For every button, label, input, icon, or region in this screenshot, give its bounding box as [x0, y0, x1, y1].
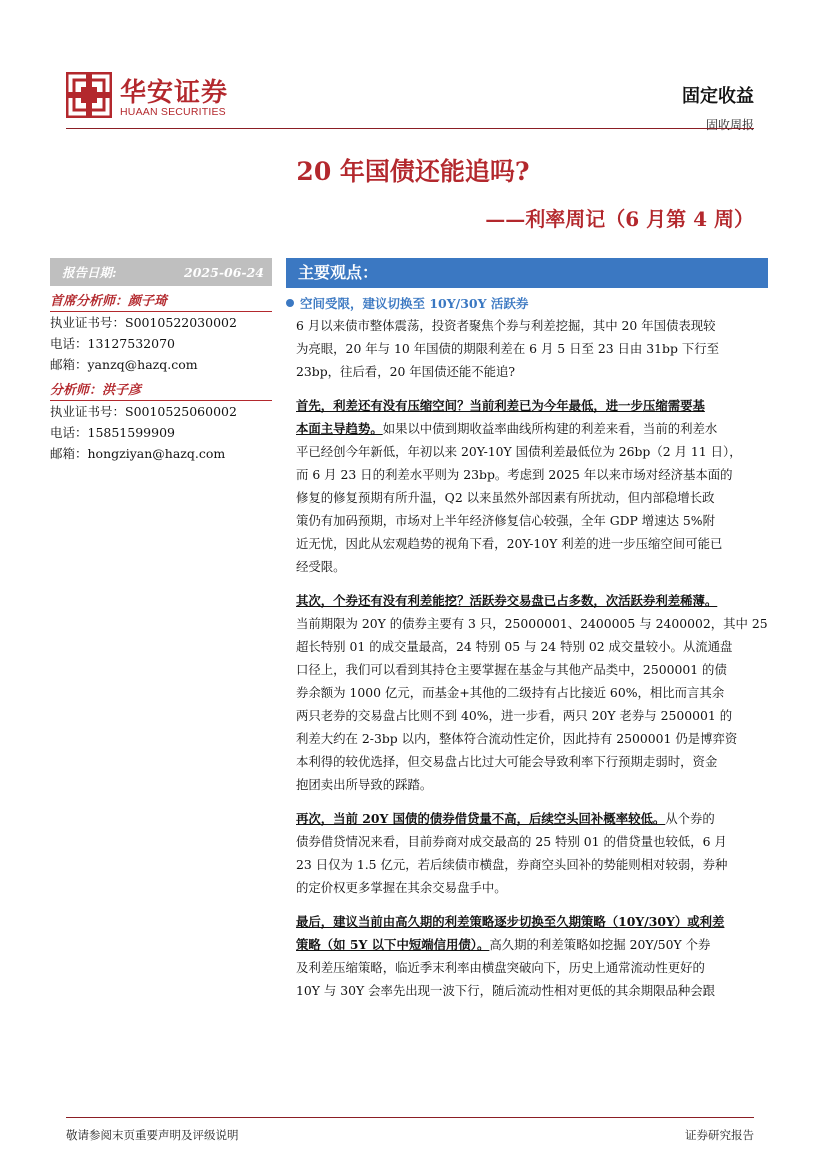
analyst-role: 分析师：洪子彦 — [50, 375, 272, 401]
paragraph — [296, 910, 768, 1002]
text-line — [296, 807, 768, 830]
emphasis-text: 最后，建议当前由高久期的利差策略逐步切换至久期策略（10Y/30Y）或利差 — [296, 914, 725, 929]
text-line — [296, 910, 768, 933]
text-line — [296, 635, 768, 658]
left-sidebar — [50, 258, 272, 464]
analyst-email: 邮箱：hongziyan@hazq.com — [50, 446, 226, 461]
key-point-text: 空间受限，建议切换至 10Y/30Y 活跃券 — [300, 296, 529, 311]
paragraph — [296, 394, 768, 578]
body-text: 如果以中债到期收益率曲线所构建的利差来看，当前的利差水 — [382, 421, 718, 436]
text-line — [296, 876, 768, 899]
body-text: 近无忧，因此从宏观趋势的视角下看，20Y-10Y 利差的进一步压缩空间可能已 — [296, 536, 723, 551]
analyst-email: 邮箱：yanzq@hazq.com — [50, 357, 198, 372]
section-title: 主要观点： — [286, 258, 768, 288]
report-date-label: 报告日期: — [62, 265, 117, 280]
huaan-logo-icon — [66, 72, 112, 118]
text-line — [296, 750, 768, 773]
text-line — [296, 417, 768, 440]
text-line — [296, 727, 768, 750]
body-text: 经受限。 — [296, 559, 346, 574]
emphasis-text: 其次，个券还有没有利差能挖？活跃券交易盘已占多数，次活跃券利差稀薄。 — [296, 593, 718, 608]
main-content — [286, 258, 768, 1002]
text-line — [296, 704, 768, 727]
emphasis-text: 再次，当前 20Y 国债的债券借贷量不高，后续空头回补概率较低。 — [296, 811, 666, 826]
text-line — [296, 440, 768, 463]
paragraph — [296, 314, 768, 383]
body-text: 高久期的利差策略如挖掘 20Y/50Y 个券 — [489, 937, 711, 952]
text-line — [296, 956, 768, 979]
text-line — [296, 612, 768, 635]
text-line — [296, 394, 768, 417]
body-text: 券余额为 1000 亿元，而基金+其他的二级持有占比接近 60%，相比而言其余 — [296, 685, 725, 700]
body-text: 平已经创今年新低，年初以来 20Y-10Y 国债利差最低位为 26bp（2 月 11 日）， — [296, 444, 742, 459]
text-line — [296, 853, 768, 876]
text-line — [296, 532, 768, 555]
bullet-dot-icon — [286, 299, 294, 307]
paragraph — [296, 807, 768, 899]
body-text: 从个券的 — [665, 811, 715, 826]
body-text: 策仍有加码预期，市场对上半年经济修复信心较强，全年 GDP 增速达 5%附 — [296, 513, 715, 528]
text-line — [296, 486, 768, 509]
analyst-cert: 执业证书号：S0010525060002 — [50, 404, 237, 419]
text-line — [296, 314, 768, 337]
emphasis-text: 本面主导趋势。 — [296, 421, 383, 436]
body-text: 抱团卖出所导致的踩踏。 — [296, 777, 433, 792]
text-line — [296, 830, 768, 853]
body-text: 修复的修复预期有所升温，Q2 以来虽然外部因素有所扰动，但内部稳增长政 — [296, 490, 715, 505]
text-line — [296, 463, 768, 486]
text-line — [296, 658, 768, 681]
text-line — [296, 773, 768, 796]
footer-report-type: 证券研究报告 — [685, 1128, 754, 1142]
text-line — [296, 555, 768, 578]
body-text: 的定价权更多掌握在其余交易盘手中。 — [296, 880, 507, 895]
text-line — [296, 509, 768, 532]
body-text: 两只老券的交易盘占比则不到 40%，进一步看，两只 20Y 老券与 2500001 的 — [296, 708, 733, 723]
body-text: 口径上，我们可以看到其持仓主要掌握在基金与其他产品类中，2500001 的债 — [296, 662, 727, 677]
body-text: 而 6 月 23 日的利差水平则为 23bp。考虑到 2025 年以来市场对经济基本面的 — [296, 467, 733, 482]
analyst-phone: 电话：13127532070 — [50, 336, 175, 351]
text-line — [296, 337, 768, 360]
header-divider — [66, 128, 754, 129]
analyst-block — [50, 286, 272, 375]
body-text: 债券借贷情况来看，目前券商对成交最高的 25 特别 01 的借贷量也较低，6 月 — [296, 834, 727, 849]
text-line — [296, 589, 768, 612]
report-category-block — [682, 82, 754, 133]
text-line — [296, 360, 768, 383]
analyst-phone: 电话：15851599909 — [50, 425, 175, 440]
logo-english-name: HUAAN SECURITIES — [120, 106, 226, 118]
report-date-bar — [50, 258, 272, 286]
analyst-block — [50, 375, 272, 464]
logo-chinese-name: 华安证券 — [120, 78, 229, 108]
footer-divider — [66, 1117, 754, 1118]
key-point-heading — [286, 294, 768, 314]
report-title: 20 年国债还能追吗? — [296, 157, 530, 186]
company-logo — [66, 72, 252, 122]
body-text: 超长特别 01 的成交量最高，24 特别 05 与 24 特别 02 成交量较小。从流通盘 — [296, 639, 733, 654]
body-text: 23 日仅为 1.5 亿元，若后续债市横盘，券商空头回补的势能则相对较弱，券种 — [296, 857, 728, 872]
body-text: 及利差压缩策略，临近季末利率由横盘突破向下，历史上通常流动性更好的 — [296, 960, 705, 975]
body-text: 利差大约在 2-3bp 以内，整体符合流动性定价，因此持有 2500001 仍是博弈资 — [296, 731, 738, 746]
analyst-role: 首席分析师：颜子琦 — [50, 286, 272, 312]
emphasis-text: 首先，利差还有没有压缩空间？当前利差已为今年最低，进一步压缩需要基 — [296, 398, 705, 413]
text-line — [296, 979, 768, 1002]
paragraph-list — [286, 314, 768, 1002]
analyst-cert: 执业证书号：S0010522030002 — [50, 315, 237, 330]
footer-disclaimer: 敬请参阅末页重要声明及评级说明 — [66, 1128, 239, 1142]
body-text: 本利得的较优选择，但交易盘占比过大可能会导致利率下行预期走弱时，资金 — [296, 754, 718, 769]
text-line — [296, 933, 768, 956]
report-category: 固定收益 — [682, 86, 754, 107]
report-subtitle: ——利率周记（6 月第 4 周） — [485, 207, 754, 231]
body-text: 6 月以来债市整体震荡，投资者聚焦个券与利差挖掘，其中 20 年国债表现较 — [296, 318, 716, 333]
text-line — [296, 681, 768, 704]
emphasis-text: 策略（如 5Y 以下中短端信用债）。 — [296, 937, 490, 952]
body-text: 当前期限为 20Y 的债券主要有 3 只，25000001、2400005 与 2400002，其中 25 — [296, 616, 768, 631]
report-date-value: 2025-06-24 — [184, 264, 264, 280]
body-text: 为亮眼，20 年与 10 年国债的期限利差在 6 月 5 日至 23 日由 31bp 下行至 — [296, 341, 720, 356]
body-text: 10Y 与 30Y 会率先出现一波下行，随后流动性相对更低的其余期限品种会跟 — [296, 983, 716, 998]
paragraph — [296, 589, 768, 796]
report-subcategory: 固收周报 — [705, 118, 754, 132]
body-text: 23bp，往后看，20 年国债还能不能追? — [296, 364, 516, 379]
